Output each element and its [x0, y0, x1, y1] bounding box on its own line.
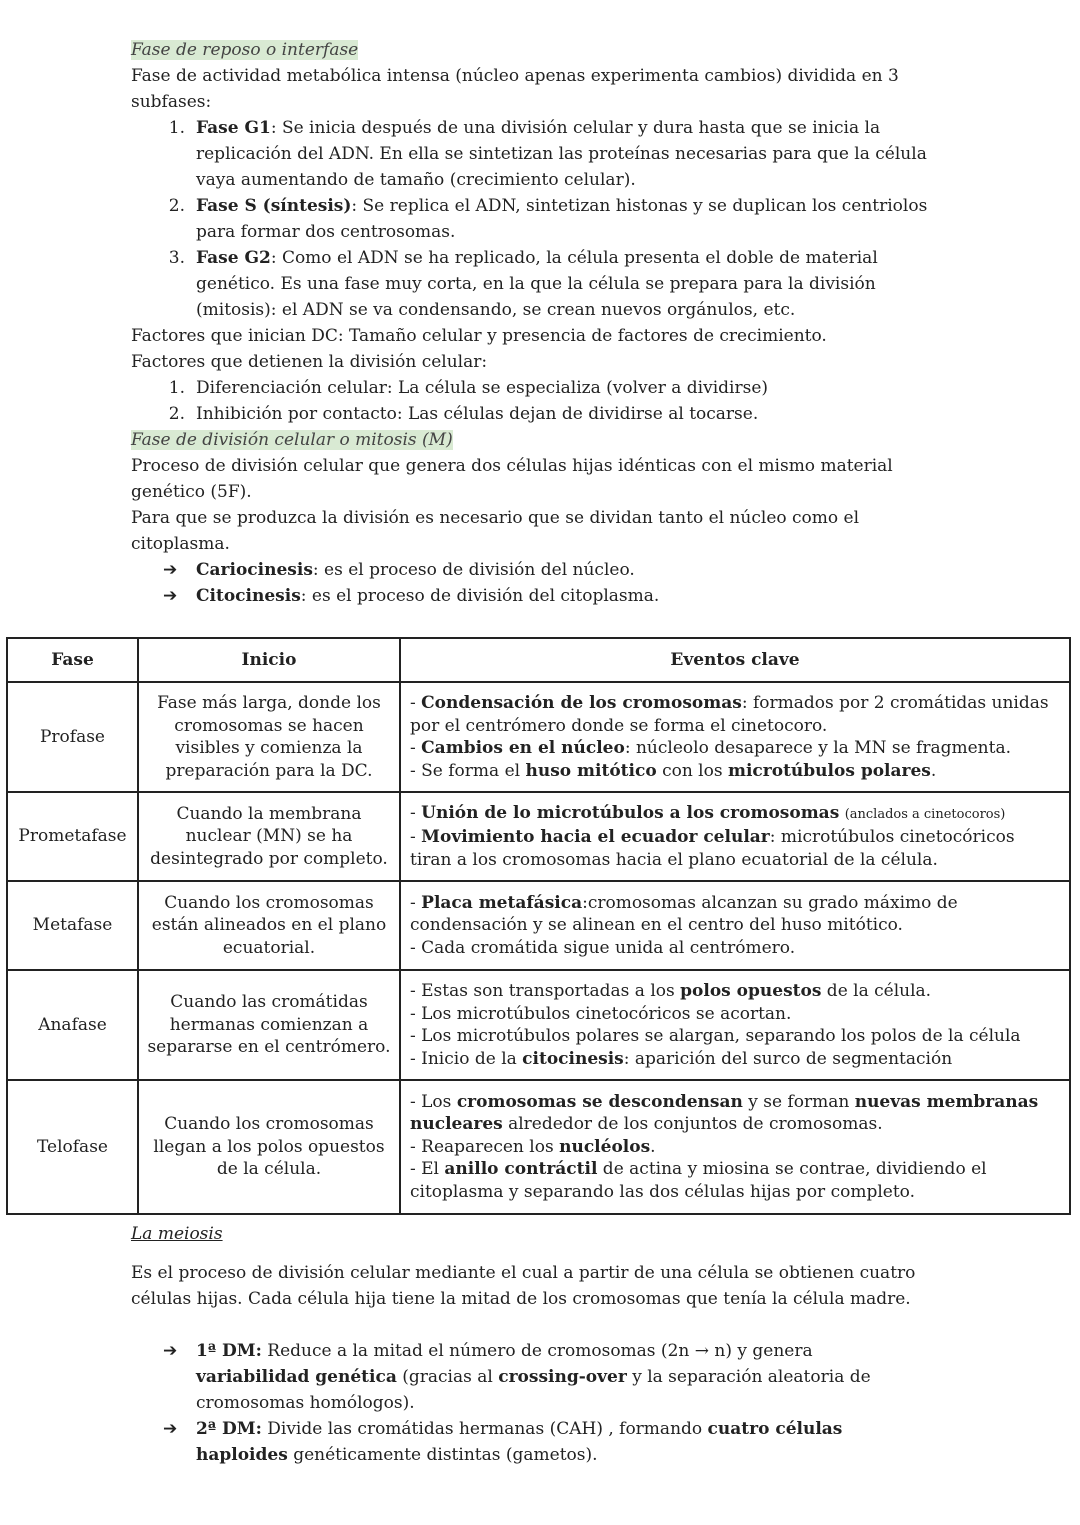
bullet-1a-dm: ➔ 1ª DM: Reduce a la mitad el número de cromosomas (2n → n) y genera variabilidad genética (gracias al crossing-over y la separación aleatoria de cromosomas homólogos).	[131, 1338, 931, 1416]
factores-detienen: Factores que detienen la división celular:	[131, 352, 488, 372]
meiosis-section	[131, 1221, 931, 1468]
factores-inicio: Factores que inician DC: Tamaño celular y presencia de factores de crecimiento.	[131, 326, 827, 346]
cell-fase: Profase	[7, 682, 138, 792]
cell-inicio: Cuando las cromátidas hermanas comienzan a separarse en el centrómero.	[138, 970, 400, 1080]
detienen-item: 1. Diferenciación celular: La célula se especializa (volver a dividirse)	[168, 378, 769, 398]
cell-inicio: Fase más larga, donde los cromosomas se hacen visibles y comienza la preparación para la DC.	[138, 682, 400, 792]
mitosis-heading: Fase de división celular o mitosis (M)	[131, 430, 453, 450]
bullet-citocinesis: ➔ Citocinesis: es el proceso de división del citoplasma.	[131, 583, 931, 609]
cell-inicio: Cuando la membrana nuclear (MN) se ha desintegrado por completo.	[138, 792, 400, 881]
cell-eventos: - Condensación de los cromosomas: formados por 2 cromátidas unidas por el centrómero donde se forma el cinetocoro. - Cambios en el núcleo: núcleolo desaparece y la MN se fragmenta. - Se forma el huso mitótico con los microtúbulos polares.	[400, 682, 1070, 792]
cell-fase: Prometafase	[7, 792, 138, 881]
subfase-s: 2. Fase S (síntesis): Se replica el ADN, sintetizan histonas y se duplican los centriolos para formar dos centrosomas.	[168, 196, 928, 242]
interfase-section	[131, 37, 931, 609]
arrow-icon: ➔	[163, 1419, 178, 1439]
table-row	[7, 682, 1070, 792]
arrow-icon: ➔	[163, 586, 178, 606]
cell-eventos: - Unión de lo microtúbulos a los cromosomas (anclados a cinetocoros) - Movimiento hacia el ecuador celular: microtúbulos cinetocóricos tiran a los cromosomas hacia el plano ecuatorial de la célula.	[400, 792, 1070, 881]
cell-eventos: - Placa metafásica:cromosomas alcanzan su grado máximo de condensación y se alinean en el centro del huso mitótico. - Cada cromátida sigue unida al centrómero.	[400, 881, 1070, 970]
cell-fase: Telofase	[7, 1080, 138, 1214]
detienen-item: 2. Inhibición por contacto: Las células dejan de dividirse al tocarse.	[168, 404, 759, 424]
bullet-cariocinesis: ➔ Cariocinesis: es el proceso de división del núcleo.	[131, 557, 931, 583]
arrow-icon: ➔	[163, 1341, 178, 1361]
mitosis-phases-table	[6, 637, 1071, 1215]
table-row	[7, 1080, 1070, 1214]
subfase-g2: 3. Fase G2: Como el ADN se ha replicado, la célula presenta el doble de material genético. Es una fase muy corta, en la que la célula se prepara para la división (mitosis): el ADN se va condensando, se crean nuevos orgánulos, etc.	[168, 248, 878, 320]
table-row	[7, 970, 1070, 1080]
cell-inicio: Cuando los cromosomas están alineados en el plano ecuatorial.	[138, 881, 400, 970]
meiosis-p1: Es el proceso de división celular mediante el cual a partir de una célula se obtienen cuatro células hijas. Cada célula hija tiene la mitad de los cromosomas que tenía la célula madre.	[131, 1263, 916, 1309]
cell-fase: Metafase	[7, 881, 138, 970]
table-header-row	[7, 638, 1070, 682]
header-inicio: Inicio	[138, 638, 400, 682]
header-eventos: Eventos clave	[400, 638, 1070, 682]
table-row	[7, 792, 1070, 881]
mitosis-p1: Proceso de división celular que genera dos células hijas idénticas con el mismo material genético (5F).	[131, 456, 893, 502]
cell-eventos: - Los cromosomas se descondensan y se forman nuevas membranas nucleares alrededor de los conjuntos de cromosomas. - Reaparecen los nucléolos. - El anillo contráctil de actina y miosina se contrae, dividiendo el citoplasma y separando las dos células hijas por completo.	[400, 1080, 1070, 1214]
cell-inicio: Cuando los cromosomas llegan a los polos opuestos de la célula.	[138, 1080, 400, 1214]
subfase-g1: 1. Fase G1: Se inicia después de una división celular y dura hasta que se inicia la replicación del ADN. En ella se sintetizan las proteínas necesarias para que la célula vaya aumentando de tamaño (crecimiento celular).	[168, 118, 927, 190]
meiosis-heading: La meiosis	[131, 1224, 223, 1244]
header-fase: Fase	[7, 638, 138, 682]
mitosis-p2: Para que se produzca la división es necesario que se dividan tanto el núcleo como el citoplasma.	[131, 508, 860, 554]
arrow-icon: ➔	[163, 560, 178, 580]
table-row	[7, 881, 1070, 970]
interfase-heading: Fase de reposo o interfase	[131, 40, 359, 60]
cell-eventos: - Estas son transportadas a los polos opuestos de la célula. - Los microtúbulos cinetocóricos se acortan. - Los microtúbulos polares se alargan, separando los polos de la célula - Inicio de la citocinesis: aparición del surco de segmentación	[400, 970, 1070, 1080]
cell-fase: Anafase	[7, 970, 138, 1080]
interfase-intro: Fase de actividad metabólica intensa (núcleo apenas experimenta cambios) dividida en 3 subfases:	[131, 66, 899, 112]
bullet-2a-dm: ➔ 2ª DM: Divide las cromátidas hermanas (CAH) , formando cuatro células haploides genéticamente distintas (gametos).	[131, 1416, 931, 1468]
